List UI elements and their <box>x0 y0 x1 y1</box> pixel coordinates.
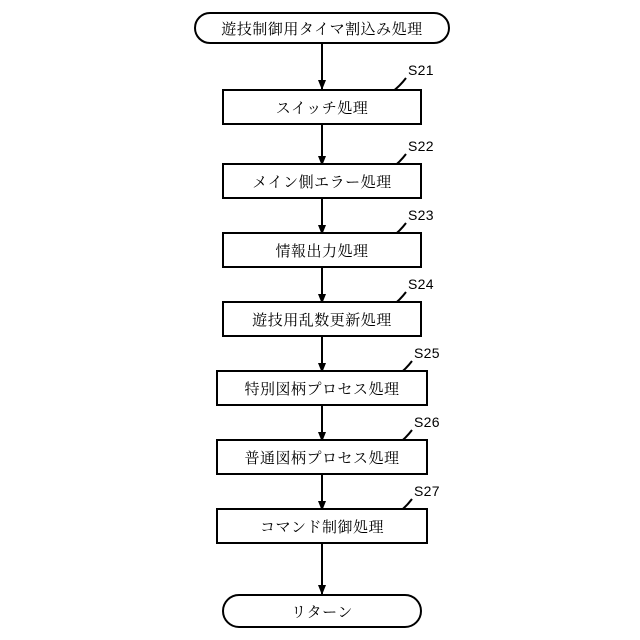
flow-node-s22 <box>222 163 422 199</box>
flow-node-s27 <box>216 508 428 544</box>
flow-node-s22-label: メイン側エラー処理 <box>252 173 392 191</box>
flow-start-label: 遊技制御用タイマ割込み処理 <box>221 20 423 38</box>
flow-node-s21 <box>222 89 422 125</box>
step-ref-s27: S27 <box>414 483 440 499</box>
step-ref-s25: S25 <box>414 345 440 361</box>
flow-node-s26-label: 普通図柄プロセス処理 <box>244 449 400 467</box>
step-ref-s21: S21 <box>408 62 434 78</box>
flow-node-s23-label: 情報出力処理 <box>275 242 369 260</box>
step-ref-s24: S24 <box>408 276 434 292</box>
step-ref-s23: S23 <box>408 207 434 223</box>
flow-node-s24 <box>222 301 422 337</box>
flow-node-s26 <box>216 439 428 475</box>
flow-node-s27-label: コマンド制御処理 <box>259 518 384 536</box>
step-ref-s22: S22 <box>408 138 434 154</box>
step-ref-s26: S26 <box>414 414 440 430</box>
flow-node-s21-label: スイッチ処理 <box>275 99 369 117</box>
flow-node-s25 <box>216 370 428 406</box>
flow-node-s24-label: 遊技用乱数更新処理 <box>252 311 392 329</box>
flow-end-node <box>222 594 422 628</box>
flow-end-label: リターン <box>291 603 353 621</box>
flow-node-s23 <box>222 232 422 268</box>
flow-start-node <box>194 12 450 44</box>
flow-node-s25-label: 特別図柄プロセス処理 <box>244 380 400 398</box>
